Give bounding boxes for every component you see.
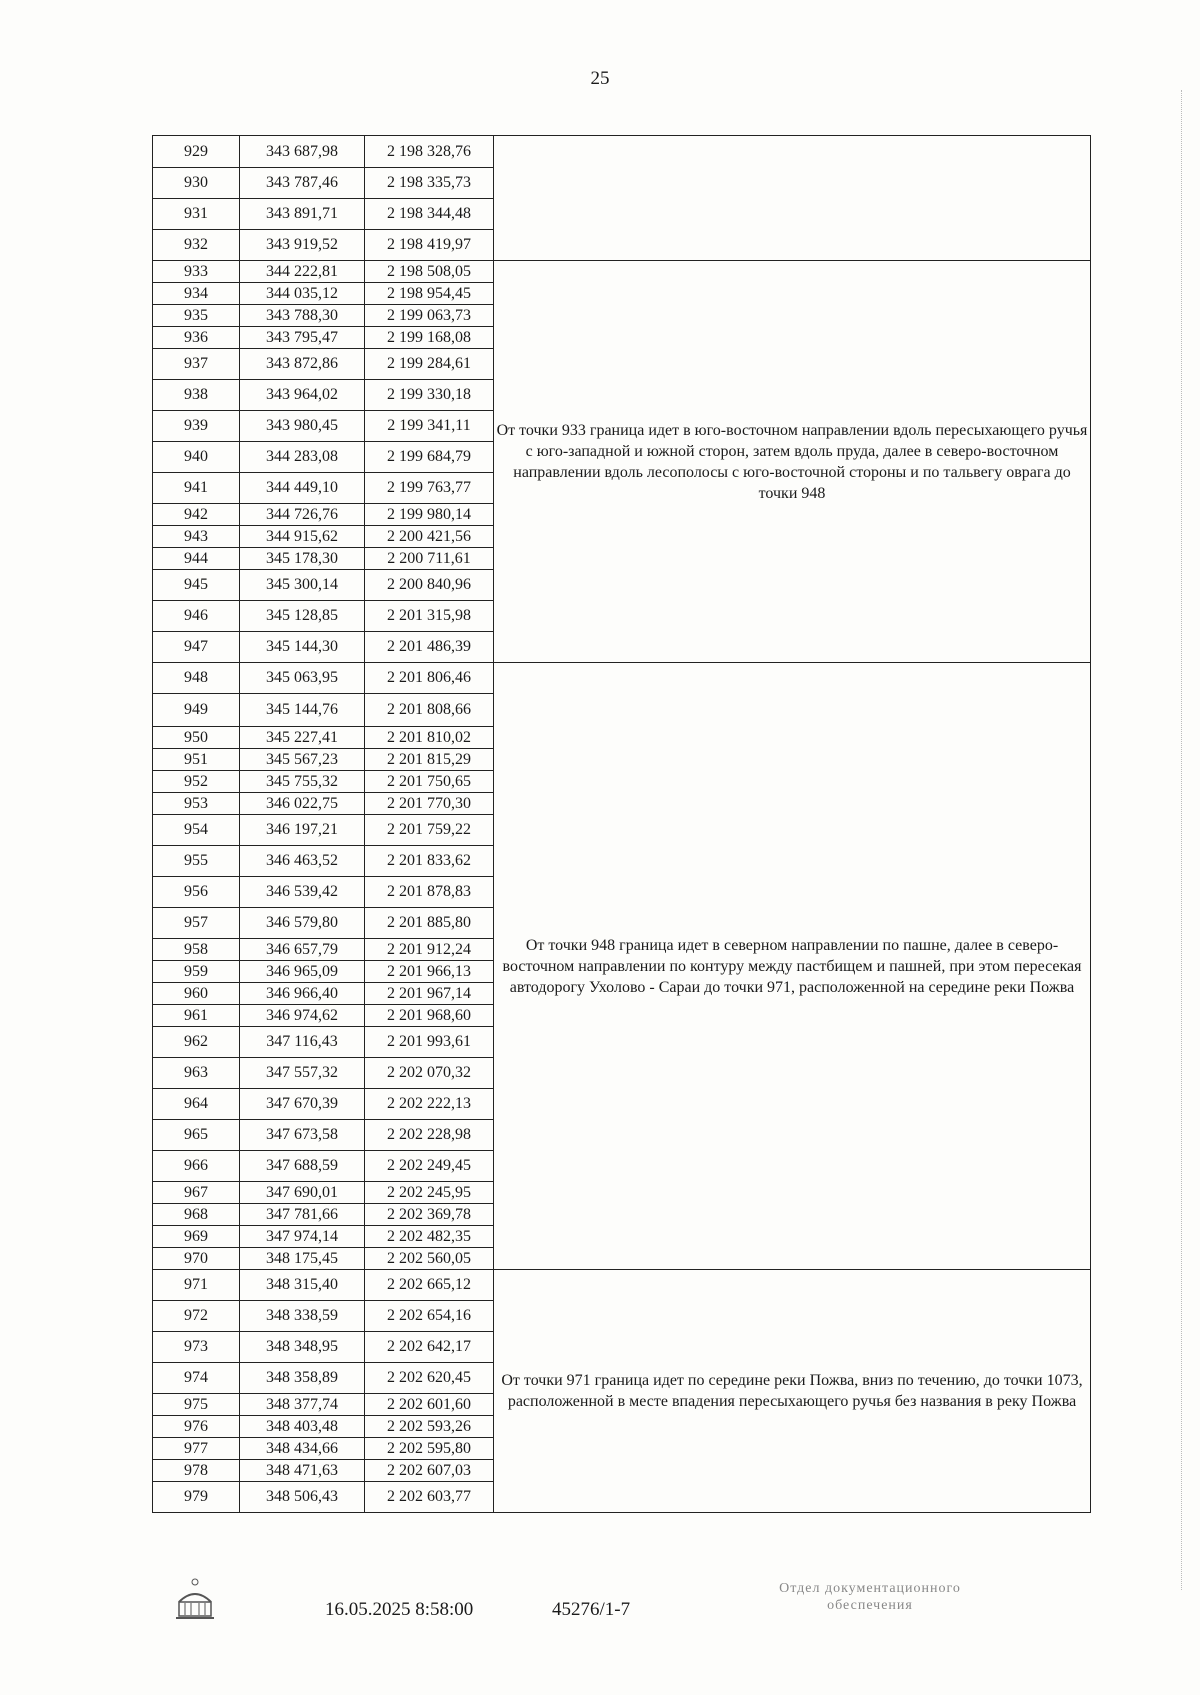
point-number-cell: 943 (153, 526, 240, 548)
x-coordinate-cell: 346 539,42 (240, 877, 365, 908)
point-number-cell: 956 (153, 877, 240, 908)
x-coordinate-cell: 347 781,66 (240, 1204, 365, 1226)
x-coordinate-cell: 345 567,23 (240, 749, 365, 771)
point-number-cell: 962 (153, 1027, 240, 1058)
margin-scan-marks (1181, 90, 1200, 1590)
y-coordinate-cell: 2 198 344,48 (365, 199, 494, 230)
point-number-cell: 945 (153, 570, 240, 601)
y-coordinate-cell: 2 202 665,12 (365, 1270, 494, 1301)
x-coordinate-cell: 343 919,52 (240, 230, 365, 261)
point-number-cell: 952 (153, 771, 240, 793)
boundary-description-cell (494, 136, 1091, 261)
y-coordinate-cell: 2 202 249,45 (365, 1151, 494, 1182)
x-coordinate-cell: 343 964,02 (240, 380, 365, 411)
y-coordinate-cell: 2 201 815,29 (365, 749, 494, 771)
y-coordinate-cell: 2 202 654,16 (365, 1301, 494, 1332)
point-number-cell: 959 (153, 961, 240, 983)
point-number-cell: 941 (153, 473, 240, 504)
x-coordinate-cell: 345 178,30 (240, 548, 365, 570)
x-coordinate-cell: 343 891,71 (240, 199, 365, 230)
department-stamp (720, 1580, 1020, 1614)
point-number-cell: 938 (153, 380, 240, 411)
x-coordinate-cell: 348 506,43 (240, 1482, 365, 1513)
y-coordinate-cell: 2 201 315,98 (365, 601, 494, 632)
point-number-cell: 932 (153, 230, 240, 261)
y-coordinate-cell: 2 202 070,32 (365, 1058, 494, 1089)
point-number-cell: 963 (153, 1058, 240, 1089)
y-coordinate-cell: 2 201 912,24 (365, 939, 494, 961)
point-number-cell: 958 (153, 939, 240, 961)
point-number-cell: 969 (153, 1226, 240, 1248)
y-coordinate-cell: 2 202 222,13 (365, 1089, 494, 1120)
table-row (153, 136, 1091, 168)
point-number-cell: 940 (153, 442, 240, 473)
rosreestr-logo-icon (173, 1576, 217, 1622)
y-coordinate-cell: 2 199 063,73 (365, 305, 494, 327)
y-coordinate-cell: 2 201 967,14 (365, 983, 494, 1005)
y-coordinate-cell: 2 200 421,56 (365, 526, 494, 548)
point-number-cell: 960 (153, 983, 240, 1005)
boundary-description-cell: От точки 933 граница идет в юго-восточном направлении вдоль пересыхающего ручья с юго-западной и южной сторон, затем вдоль пруда, далее в северо-восточном направлении вдоль лесополосы с юго-восточной стороны и по тальвегу оврага до точки 948 (494, 261, 1091, 663)
y-coordinate-cell: 2 201 993,61 (365, 1027, 494, 1058)
boundary-description-cell: От точки 948 граница идет в северном направлении по пашне, далее в северо-восточном направлении по контуру между пастбищем и пашней, при этом пересекая автодорогу Ухолово - Сараи до точки 971, расположенной на середине реки Пожва (494, 663, 1091, 1270)
point-number-cell: 937 (153, 349, 240, 380)
y-coordinate-cell: 2 202 482,35 (365, 1226, 494, 1248)
x-coordinate-cell: 344 726,76 (240, 504, 365, 526)
y-coordinate-cell: 2 198 335,73 (365, 168, 494, 199)
point-number-cell: 929 (153, 136, 240, 168)
y-coordinate-cell: 2 202 607,03 (365, 1460, 494, 1482)
x-coordinate-cell: 348 471,63 (240, 1460, 365, 1482)
x-coordinate-cell: 346 965,09 (240, 961, 365, 983)
point-number-cell: 973 (153, 1332, 240, 1363)
y-coordinate-cell: 2 201 759,22 (365, 815, 494, 846)
y-coordinate-cell: 2 202 595,80 (365, 1438, 494, 1460)
y-coordinate-cell: 2 200 840,96 (365, 570, 494, 601)
x-coordinate-cell: 343 980,45 (240, 411, 365, 442)
point-number-cell: 946 (153, 601, 240, 632)
point-number-cell: 935 (153, 305, 240, 327)
x-coordinate-cell: 344 222,81 (240, 261, 365, 283)
x-coordinate-cell: 344 283,08 (240, 442, 365, 473)
y-coordinate-cell: 2 201 966,13 (365, 961, 494, 983)
x-coordinate-cell: 346 966,40 (240, 983, 365, 1005)
point-number-cell: 964 (153, 1089, 240, 1120)
x-coordinate-cell: 348 348,95 (240, 1332, 365, 1363)
x-coordinate-cell: 345 227,41 (240, 727, 365, 749)
x-coordinate-cell: 347 974,14 (240, 1226, 365, 1248)
x-coordinate-cell: 346 657,79 (240, 939, 365, 961)
coordinates-table-body (153, 136, 1091, 1513)
x-coordinate-cell: 343 795,47 (240, 327, 365, 349)
y-coordinate-cell: 2 199 284,61 (365, 349, 494, 380)
x-coordinate-cell: 345 144,76 (240, 694, 365, 727)
x-coordinate-cell: 346 197,21 (240, 815, 365, 846)
x-coordinate-cell: 348 175,45 (240, 1248, 365, 1270)
x-coordinate-cell: 344 035,12 (240, 283, 365, 305)
x-coordinate-cell: 348 434,66 (240, 1438, 365, 1460)
point-number-cell: 971 (153, 1270, 240, 1301)
x-coordinate-cell: 347 116,43 (240, 1027, 365, 1058)
table-row (153, 261, 1091, 283)
x-coordinate-cell: 346 463,52 (240, 846, 365, 877)
coordinates-table-wrap (152, 135, 1091, 1513)
y-coordinate-cell: 2 198 328,76 (365, 136, 494, 168)
y-coordinate-cell: 2 201 810,02 (365, 727, 494, 749)
point-number-cell: 948 (153, 663, 240, 694)
x-coordinate-cell: 347 673,58 (240, 1120, 365, 1151)
x-coordinate-cell: 347 670,39 (240, 1089, 365, 1120)
y-coordinate-cell: 2 202 642,17 (365, 1332, 494, 1363)
point-number-cell: 931 (153, 199, 240, 230)
x-coordinate-cell: 346 579,80 (240, 908, 365, 939)
point-number-cell: 944 (153, 548, 240, 570)
point-number-cell: 953 (153, 793, 240, 815)
y-coordinate-cell: 2 198 954,45 (365, 283, 494, 305)
x-coordinate-cell: 348 377,74 (240, 1394, 365, 1416)
y-coordinate-cell: 2 199 763,77 (365, 473, 494, 504)
x-coordinate-cell: 343 872,86 (240, 349, 365, 380)
point-number-cell: 975 (153, 1394, 240, 1416)
y-coordinate-cell: 2 201 968,60 (365, 1005, 494, 1027)
y-coordinate-cell: 2 201 885,80 (365, 908, 494, 939)
y-coordinate-cell: 2 202 560,05 (365, 1248, 494, 1270)
table-row (153, 663, 1091, 694)
y-coordinate-cell: 2 202 601,60 (365, 1394, 494, 1416)
y-coordinate-cell: 2 199 684,79 (365, 442, 494, 473)
y-coordinate-cell: 2 202 603,77 (365, 1482, 494, 1513)
y-coordinate-cell: 2 201 750,65 (365, 771, 494, 793)
stamp-line-2: обеспечения (827, 1598, 913, 1613)
x-coordinate-cell: 345 144,30 (240, 632, 365, 663)
y-coordinate-cell: 2 202 228,98 (365, 1120, 494, 1151)
point-number-cell: 965 (153, 1120, 240, 1151)
point-number-cell: 970 (153, 1248, 240, 1270)
point-number-cell: 954 (153, 815, 240, 846)
x-coordinate-cell: 345 063,95 (240, 663, 365, 694)
y-coordinate-cell: 2 202 245,95 (365, 1182, 494, 1204)
coordinates-table (152, 135, 1091, 1513)
point-number-cell: 939 (153, 411, 240, 442)
x-coordinate-cell: 346 022,75 (240, 793, 365, 815)
x-coordinate-cell: 347 690,01 (240, 1182, 365, 1204)
boundary-description-cell: От точки 971 граница идет по середине реки Пожва, вниз по течению, до точки 1073, расположенной в месте впадения пересыхающего ручья без названия в реку Пожва (494, 1270, 1091, 1513)
point-number-cell: 949 (153, 694, 240, 727)
x-coordinate-cell: 347 688,59 (240, 1151, 365, 1182)
y-coordinate-cell: 2 201 486,39 (365, 632, 494, 663)
x-coordinate-cell: 343 787,46 (240, 168, 365, 199)
point-number-cell: 972 (153, 1301, 240, 1332)
point-number-cell: 968 (153, 1204, 240, 1226)
point-number-cell: 947 (153, 632, 240, 663)
y-coordinate-cell: 2 199 168,08 (365, 327, 494, 349)
point-number-cell: 930 (153, 168, 240, 199)
y-coordinate-cell: 2 198 419,97 (365, 230, 494, 261)
x-coordinate-cell: 344 449,10 (240, 473, 365, 504)
x-coordinate-cell: 348 338,59 (240, 1301, 365, 1332)
y-coordinate-cell: 2 200 711,61 (365, 548, 494, 570)
point-number-cell: 976 (153, 1416, 240, 1438)
point-number-cell: 934 (153, 283, 240, 305)
x-coordinate-cell: 348 403,48 (240, 1416, 365, 1438)
x-coordinate-cell: 345 755,32 (240, 771, 365, 793)
point-number-cell: 955 (153, 846, 240, 877)
page-number: 25 (590, 68, 610, 89)
y-coordinate-cell: 2 202 593,26 (365, 1416, 494, 1438)
point-number-cell: 951 (153, 749, 240, 771)
point-number-cell: 974 (153, 1363, 240, 1394)
point-number-cell: 950 (153, 727, 240, 749)
x-coordinate-cell: 345 128,85 (240, 601, 365, 632)
footer-doc-number: 45276/1-7 (552, 1599, 631, 1620)
y-coordinate-cell: 2 201 808,66 (365, 694, 494, 727)
y-coordinate-cell: 2 198 508,05 (365, 261, 494, 283)
point-number-cell: 936 (153, 327, 240, 349)
y-coordinate-cell: 2 201 806,46 (365, 663, 494, 694)
point-number-cell: 979 (153, 1482, 240, 1513)
x-coordinate-cell: 343 788,30 (240, 305, 365, 327)
point-number-cell: 966 (153, 1151, 240, 1182)
footer-datetime: 16.05.2025 8:58:00 (325, 1599, 474, 1620)
x-coordinate-cell: 344 915,62 (240, 526, 365, 548)
stamp-line-1: Отдел документационного (779, 1581, 961, 1596)
x-coordinate-cell: 347 557,32 (240, 1058, 365, 1089)
y-coordinate-cell: 2 201 878,83 (365, 877, 494, 908)
point-number-cell: 933 (153, 261, 240, 283)
y-coordinate-cell: 2 202 620,45 (365, 1363, 494, 1394)
y-coordinate-cell: 2 199 980,14 (365, 504, 494, 526)
point-number-cell: 977 (153, 1438, 240, 1460)
y-coordinate-cell: 2 201 770,30 (365, 793, 494, 815)
point-number-cell: 978 (153, 1460, 240, 1482)
x-coordinate-cell: 348 315,40 (240, 1270, 365, 1301)
table-row (153, 1270, 1091, 1301)
point-number-cell: 957 (153, 908, 240, 939)
point-number-cell: 942 (153, 504, 240, 526)
point-number-cell: 961 (153, 1005, 240, 1027)
point-number-cell: 967 (153, 1182, 240, 1204)
y-coordinate-cell: 2 199 341,11 (365, 411, 494, 442)
x-coordinate-cell: 345 300,14 (240, 570, 365, 601)
y-coordinate-cell: 2 201 833,62 (365, 846, 494, 877)
x-coordinate-cell: 343 687,98 (240, 136, 365, 168)
x-coordinate-cell: 348 358,89 (240, 1363, 365, 1394)
y-coordinate-cell: 2 202 369,78 (365, 1204, 494, 1226)
x-coordinate-cell: 346 974,62 (240, 1005, 365, 1027)
y-coordinate-cell: 2 199 330,18 (365, 380, 494, 411)
